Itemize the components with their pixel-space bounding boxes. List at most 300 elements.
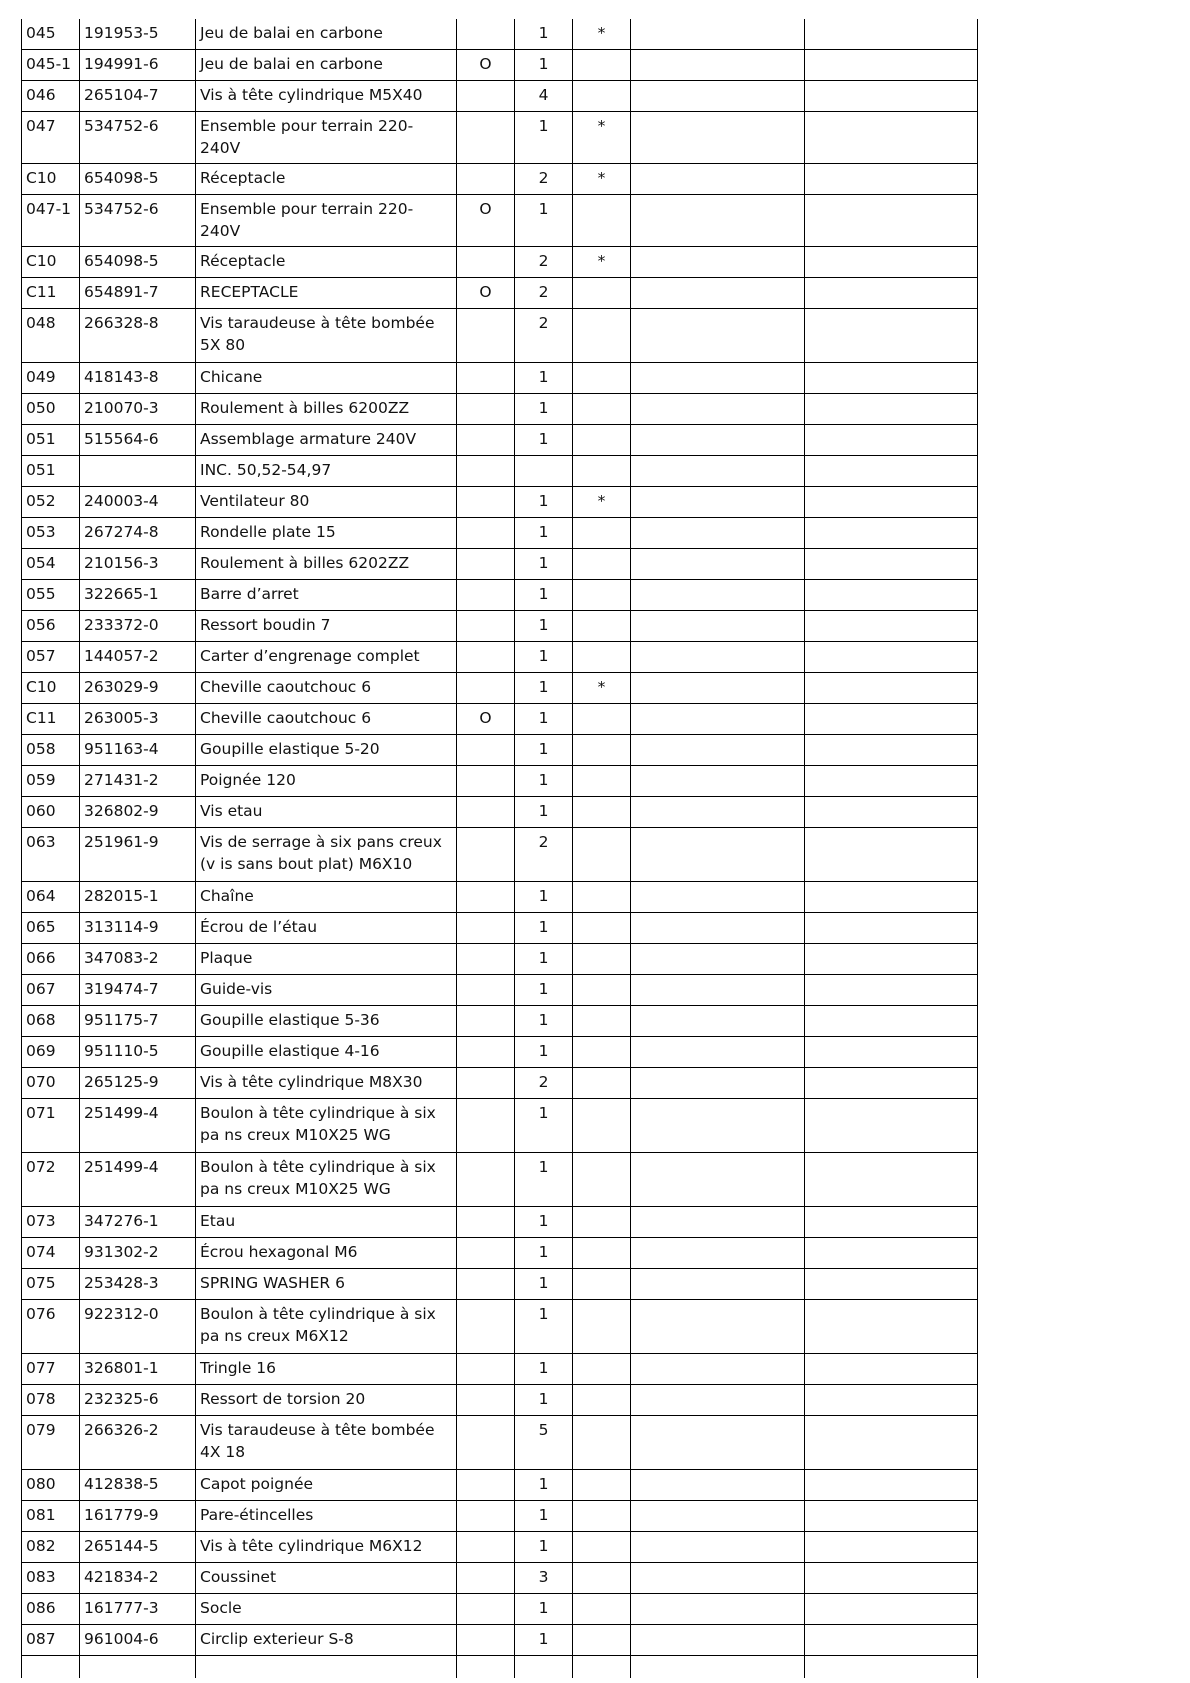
option-cell bbox=[457, 673, 515, 704]
quantity-cell: 1 bbox=[515, 766, 573, 797]
blank-cell bbox=[631, 487, 805, 518]
option-cell bbox=[457, 1625, 515, 1656]
quantity-cell: 2 bbox=[515, 1068, 573, 1099]
item-number-cell: 045 bbox=[22, 19, 80, 50]
quantity-cell: 1 bbox=[515, 1594, 573, 1625]
option-cell bbox=[457, 642, 515, 673]
description-cell: Ventilateur 80 bbox=[196, 487, 457, 518]
blank-cell bbox=[805, 1006, 978, 1037]
part-number-cell: 326801-1 bbox=[80, 1354, 196, 1385]
item-number-cell: 047-1 bbox=[22, 195, 80, 247]
quantity-cell: 1 bbox=[515, 1532, 573, 1563]
option-cell bbox=[457, 1532, 515, 1563]
part-number-cell: 265144-5 bbox=[80, 1532, 196, 1563]
quantity-cell: 1 bbox=[515, 1501, 573, 1532]
table-row bbox=[22, 309, 978, 363]
blank-cell bbox=[805, 1470, 978, 1501]
description-cell: Cheville caoutchouc 6 bbox=[196, 673, 457, 704]
quantity-cell: 1 bbox=[515, 673, 573, 704]
blank-cell bbox=[631, 425, 805, 456]
option-cell bbox=[457, 944, 515, 975]
option-cell bbox=[457, 1099, 515, 1153]
note-flag-cell bbox=[573, 394, 631, 425]
part-number-cell: 161779-9 bbox=[80, 1501, 196, 1532]
description-cell: Boulon à tête cylindrique à six pa ns creux M6X12 bbox=[196, 1300, 457, 1354]
table-row bbox=[22, 1416, 978, 1470]
part-number-cell: 951110-5 bbox=[80, 1037, 196, 1068]
item-number-cell: 079 bbox=[22, 1416, 80, 1470]
quantity-cell: 1 bbox=[515, 1037, 573, 1068]
item-number-cell: 053 bbox=[22, 518, 80, 549]
option-cell bbox=[457, 1385, 515, 1416]
note-flag-cell bbox=[573, 1354, 631, 1385]
blank-cell bbox=[631, 1099, 805, 1153]
part-number-cell: 326802-9 bbox=[80, 797, 196, 828]
table-row bbox=[22, 1501, 978, 1532]
blank-cell bbox=[805, 1300, 978, 1354]
table-row bbox=[22, 766, 978, 797]
blank-cell bbox=[80, 1656, 196, 1679]
blank-cell bbox=[805, 195, 978, 247]
parts-table bbox=[21, 19, 978, 1678]
item-number-cell: 055 bbox=[22, 580, 80, 611]
description-cell: Écrou hexagonal M6 bbox=[196, 1238, 457, 1269]
table-row bbox=[22, 1068, 978, 1099]
option-cell bbox=[457, 1563, 515, 1594]
blank-cell bbox=[805, 1238, 978, 1269]
blank-cell bbox=[805, 1594, 978, 1625]
table-row bbox=[22, 1594, 978, 1625]
part-number-cell: 271431-2 bbox=[80, 766, 196, 797]
item-number-cell: 066 bbox=[22, 944, 80, 975]
part-number-cell: 931302-2 bbox=[80, 1238, 196, 1269]
table-row bbox=[22, 1563, 978, 1594]
part-number-cell: 265104-7 bbox=[80, 81, 196, 112]
quantity-cell: 1 bbox=[515, 1470, 573, 1501]
item-number-cell: C10 bbox=[22, 673, 80, 704]
blank-cell bbox=[805, 1385, 978, 1416]
item-number-cell: C11 bbox=[22, 278, 80, 309]
part-number-cell: 654891-7 bbox=[80, 278, 196, 309]
blank-cell bbox=[805, 913, 978, 944]
blank-cell bbox=[805, 50, 978, 81]
note-flag-cell bbox=[573, 828, 631, 882]
option-cell bbox=[457, 394, 515, 425]
quantity-cell: 1 bbox=[515, 487, 573, 518]
note-flag-cell bbox=[573, 1269, 631, 1300]
item-number-cell: C10 bbox=[22, 247, 80, 278]
item-number-cell: 060 bbox=[22, 797, 80, 828]
part-number-cell: 263005-3 bbox=[80, 704, 196, 735]
note-flag-cell: * bbox=[573, 19, 631, 50]
quantity-cell bbox=[515, 456, 573, 487]
note-flag-cell: * bbox=[573, 247, 631, 278]
quantity-cell: 1 bbox=[515, 1269, 573, 1300]
quantity-cell: 1 bbox=[515, 112, 573, 164]
description-cell: Vis à tête cylindrique M5X40 bbox=[196, 81, 457, 112]
note-flag-cell bbox=[573, 797, 631, 828]
part-number-cell: 233372-0 bbox=[80, 611, 196, 642]
blank-cell bbox=[631, 164, 805, 195]
table-row bbox=[22, 704, 978, 735]
description-cell: Goupille elastique 5-36 bbox=[196, 1006, 457, 1037]
quantity-cell: 2 bbox=[515, 247, 573, 278]
blank-cell bbox=[22, 1656, 80, 1679]
note-flag-cell bbox=[573, 882, 631, 913]
blank-cell bbox=[805, 549, 978, 580]
blank-cell bbox=[805, 1269, 978, 1300]
item-number-cell: 086 bbox=[22, 1594, 80, 1625]
option-cell bbox=[457, 487, 515, 518]
quantity-cell: 1 bbox=[515, 19, 573, 50]
blank-cell bbox=[631, 735, 805, 766]
description-cell: Réceptacle bbox=[196, 164, 457, 195]
description-cell: Réceptacle bbox=[196, 247, 457, 278]
description-cell: Vis à tête cylindrique M8X30 bbox=[196, 1068, 457, 1099]
item-number-cell: 056 bbox=[22, 611, 80, 642]
table-row bbox=[22, 797, 978, 828]
quantity-cell: 1 bbox=[515, 913, 573, 944]
blank-cell bbox=[631, 1656, 805, 1679]
part-number-cell: 253428-3 bbox=[80, 1269, 196, 1300]
blank-cell bbox=[631, 1385, 805, 1416]
note-flag-cell bbox=[573, 456, 631, 487]
item-number-cell: 072 bbox=[22, 1153, 80, 1207]
item-number-cell: 069 bbox=[22, 1037, 80, 1068]
table-row bbox=[22, 1006, 978, 1037]
table-row bbox=[22, 19, 978, 50]
table-row bbox=[22, 247, 978, 278]
blank-cell bbox=[805, 1099, 978, 1153]
item-number-cell: 077 bbox=[22, 1354, 80, 1385]
blank-cell bbox=[631, 247, 805, 278]
part-number-cell bbox=[80, 456, 196, 487]
note-flag-cell bbox=[573, 363, 631, 394]
blank-cell bbox=[805, 1207, 978, 1238]
quantity-cell: 1 bbox=[515, 1207, 573, 1238]
note-flag-cell bbox=[573, 1470, 631, 1501]
blank-cell bbox=[805, 580, 978, 611]
note-flag-cell bbox=[573, 1099, 631, 1153]
quantity-cell: 1 bbox=[515, 1153, 573, 1207]
item-number-cell: 067 bbox=[22, 975, 80, 1006]
table-row bbox=[22, 673, 978, 704]
blank-cell bbox=[631, 673, 805, 704]
blank-cell bbox=[631, 704, 805, 735]
blank-cell bbox=[805, 1625, 978, 1656]
quantity-cell: 1 bbox=[515, 1300, 573, 1354]
option-cell bbox=[457, 549, 515, 580]
note-flag-cell bbox=[573, 549, 631, 580]
blank-cell bbox=[805, 944, 978, 975]
part-number-cell: 266328-8 bbox=[80, 309, 196, 363]
item-number-cell: 080 bbox=[22, 1470, 80, 1501]
quantity-cell: 1 bbox=[515, 195, 573, 247]
option-cell: O bbox=[457, 195, 515, 247]
blank-cell bbox=[805, 247, 978, 278]
item-number-cell: 068 bbox=[22, 1006, 80, 1037]
part-number-cell: 251499-4 bbox=[80, 1153, 196, 1207]
table-row bbox=[22, 1207, 978, 1238]
item-number-cell: 054 bbox=[22, 549, 80, 580]
blank-cell bbox=[805, 81, 978, 112]
item-number-cell: 074 bbox=[22, 1238, 80, 1269]
option-cell bbox=[457, 611, 515, 642]
note-flag-cell bbox=[573, 766, 631, 797]
description-cell: Roulement à billes 6200ZZ bbox=[196, 394, 457, 425]
option-cell bbox=[457, 81, 515, 112]
item-number-cell: 047 bbox=[22, 112, 80, 164]
blank-cell bbox=[631, 1300, 805, 1354]
note-flag-cell bbox=[573, 1594, 631, 1625]
part-number-cell: 251499-4 bbox=[80, 1099, 196, 1153]
note-flag-cell: * bbox=[573, 487, 631, 518]
quantity-cell: 2 bbox=[515, 309, 573, 363]
option-cell bbox=[457, 1068, 515, 1099]
blank-cell bbox=[631, 112, 805, 164]
item-number-cell: 078 bbox=[22, 1385, 80, 1416]
option-cell bbox=[457, 1470, 515, 1501]
description-cell: Roulement à billes 6202ZZ bbox=[196, 549, 457, 580]
note-flag-cell bbox=[573, 704, 631, 735]
table-row bbox=[22, 1269, 978, 1300]
item-number-cell: C11 bbox=[22, 704, 80, 735]
option-cell: O bbox=[457, 50, 515, 81]
blank-cell bbox=[805, 518, 978, 549]
description-cell: Vis taraudeuse à tête bombée 5X 80 bbox=[196, 309, 457, 363]
table-row bbox=[22, 456, 978, 487]
quantity-cell: 2 bbox=[515, 164, 573, 195]
option-cell bbox=[457, 112, 515, 164]
item-number-cell: C10 bbox=[22, 164, 80, 195]
part-number-cell: 210070-3 bbox=[80, 394, 196, 425]
part-number-cell: 319474-7 bbox=[80, 975, 196, 1006]
quantity-cell: 1 bbox=[515, 518, 573, 549]
table-row bbox=[22, 1385, 978, 1416]
description-cell: Chaîne bbox=[196, 882, 457, 913]
note-flag-cell bbox=[573, 913, 631, 944]
quantity-cell: 1 bbox=[515, 975, 573, 1006]
note-flag-cell bbox=[573, 1416, 631, 1470]
part-number-cell: 534752-6 bbox=[80, 112, 196, 164]
blank-cell bbox=[805, 704, 978, 735]
note-flag-cell bbox=[573, 309, 631, 363]
item-number-cell: 064 bbox=[22, 882, 80, 913]
item-number-cell: 058 bbox=[22, 735, 80, 766]
quantity-cell: 1 bbox=[515, 1238, 573, 1269]
item-number-cell: 048 bbox=[22, 309, 80, 363]
part-number-cell: 347276-1 bbox=[80, 1207, 196, 1238]
option-cell bbox=[457, 1269, 515, 1300]
item-number-cell: 046 bbox=[22, 81, 80, 112]
blank-cell bbox=[805, 611, 978, 642]
part-number-cell: 266326-2 bbox=[80, 1416, 196, 1470]
option-cell bbox=[457, 309, 515, 363]
note-flag-cell bbox=[573, 278, 631, 309]
blank-cell bbox=[805, 1563, 978, 1594]
blank-cell bbox=[805, 766, 978, 797]
option-cell bbox=[457, 1153, 515, 1207]
blank-cell bbox=[805, 828, 978, 882]
note-flag-cell bbox=[573, 1501, 631, 1532]
blank-cell bbox=[631, 1354, 805, 1385]
part-number-cell: 654098-5 bbox=[80, 247, 196, 278]
option-cell bbox=[457, 19, 515, 50]
blank-cell bbox=[805, 309, 978, 363]
description-cell: Vis à tête cylindrique M6X12 bbox=[196, 1532, 457, 1563]
table-row bbox=[22, 394, 978, 425]
description-cell: Tringle 16 bbox=[196, 1354, 457, 1385]
description-cell: INC. 50,52-54,97 bbox=[196, 456, 457, 487]
part-number-cell: 251961-9 bbox=[80, 828, 196, 882]
part-number-cell: 263029-9 bbox=[80, 673, 196, 704]
note-flag-cell bbox=[573, 1238, 631, 1269]
item-number-cell: 081 bbox=[22, 1501, 80, 1532]
item-number-cell: 052 bbox=[22, 487, 80, 518]
blank-cell bbox=[805, 642, 978, 673]
item-number-cell: 051 bbox=[22, 456, 80, 487]
table-row bbox=[22, 882, 978, 913]
item-number-cell: 070 bbox=[22, 1068, 80, 1099]
part-number-cell: 534752-6 bbox=[80, 195, 196, 247]
blank-cell bbox=[631, 1207, 805, 1238]
part-number-cell: 144057-2 bbox=[80, 642, 196, 673]
part-number-cell: 267274-8 bbox=[80, 518, 196, 549]
table-row bbox=[22, 1238, 978, 1269]
note-flag-cell bbox=[573, 81, 631, 112]
blank-cell bbox=[805, 1656, 978, 1679]
description-cell: Barre d’arret bbox=[196, 580, 457, 611]
description-cell: Cheville caoutchouc 6 bbox=[196, 704, 457, 735]
blank-cell bbox=[631, 797, 805, 828]
quantity-cell: 2 bbox=[515, 828, 573, 882]
description-cell: Jeu de balai en carbone bbox=[196, 19, 457, 50]
blank-cell bbox=[631, 456, 805, 487]
quantity-cell: 4 bbox=[515, 81, 573, 112]
option-cell bbox=[457, 797, 515, 828]
part-number-cell: 240003-4 bbox=[80, 487, 196, 518]
blank-cell bbox=[631, 882, 805, 913]
quantity-cell: 1 bbox=[515, 50, 573, 81]
quantity-cell: 1 bbox=[515, 882, 573, 913]
note-flag-cell: * bbox=[573, 673, 631, 704]
quantity-cell: 5 bbox=[515, 1416, 573, 1470]
note-flag-cell bbox=[573, 195, 631, 247]
note-flag-cell: * bbox=[573, 164, 631, 195]
blank-cell bbox=[805, 363, 978, 394]
table-row bbox=[22, 50, 978, 81]
blank-cell bbox=[631, 1470, 805, 1501]
quantity-cell: 1 bbox=[515, 735, 573, 766]
table-row bbox=[22, 164, 978, 195]
blank-cell bbox=[631, 1037, 805, 1068]
description-cell: RECEPTACLE bbox=[196, 278, 457, 309]
quantity-cell: 1 bbox=[515, 1385, 573, 1416]
item-number-cell: 083 bbox=[22, 1563, 80, 1594]
item-number-cell: 049 bbox=[22, 363, 80, 394]
quantity-cell: 1 bbox=[515, 580, 573, 611]
option-cell bbox=[457, 913, 515, 944]
option-cell bbox=[457, 735, 515, 766]
item-number-cell: 065 bbox=[22, 913, 80, 944]
blank-cell bbox=[805, 1153, 978, 1207]
option-cell bbox=[457, 164, 515, 195]
item-number-cell: 059 bbox=[22, 766, 80, 797]
part-number-cell: 282015-1 bbox=[80, 882, 196, 913]
description-cell: Etau bbox=[196, 1207, 457, 1238]
item-number-cell: 075 bbox=[22, 1269, 80, 1300]
note-flag-cell bbox=[573, 1563, 631, 1594]
blank-cell bbox=[631, 913, 805, 944]
blank-cell bbox=[631, 611, 805, 642]
blank-cell bbox=[631, 1594, 805, 1625]
description-cell: Vis de serrage à six pans creux (v is sans bout plat) M6X10 bbox=[196, 828, 457, 882]
quantity-cell: 1 bbox=[515, 642, 573, 673]
note-flag-cell bbox=[573, 1625, 631, 1656]
blank-cell bbox=[631, 828, 805, 882]
note-flag-cell bbox=[573, 1532, 631, 1563]
blank-cell bbox=[196, 1656, 457, 1679]
note-flag-cell bbox=[573, 1037, 631, 1068]
note-flag-cell bbox=[573, 1006, 631, 1037]
blank-cell bbox=[573, 1656, 631, 1679]
table-row bbox=[22, 278, 978, 309]
option-cell bbox=[457, 1207, 515, 1238]
description-cell: Ressort boudin 7 bbox=[196, 611, 457, 642]
table-row bbox=[22, 975, 978, 1006]
quantity-cell: 1 bbox=[515, 1099, 573, 1153]
description-cell: Boulon à tête cylindrique à six pa ns creux M10X25 WG bbox=[196, 1099, 457, 1153]
blank-cell bbox=[805, 1354, 978, 1385]
blank-cell bbox=[457, 1656, 515, 1679]
option-cell bbox=[457, 1416, 515, 1470]
description-cell: Guide-vis bbox=[196, 975, 457, 1006]
quantity-cell: 1 bbox=[515, 944, 573, 975]
table-row bbox=[22, 642, 978, 673]
option-cell bbox=[457, 1037, 515, 1068]
item-number-cell: 057 bbox=[22, 642, 80, 673]
option-cell: O bbox=[457, 278, 515, 309]
blank-cell bbox=[805, 735, 978, 766]
description-cell: Boulon à tête cylindrique à six pa ns creux M10X25 WG bbox=[196, 1153, 457, 1207]
table-row bbox=[22, 1300, 978, 1354]
description-cell: Circlip exterieur S-8 bbox=[196, 1625, 457, 1656]
part-number-cell: 418143-8 bbox=[80, 363, 196, 394]
blank-cell bbox=[631, 50, 805, 81]
parts-table-body bbox=[22, 19, 978, 1678]
quantity-cell: 1 bbox=[515, 704, 573, 735]
description-cell: Goupille elastique 4-16 bbox=[196, 1037, 457, 1068]
option-cell bbox=[457, 1354, 515, 1385]
note-flag-cell bbox=[573, 944, 631, 975]
part-number-cell: 210156-3 bbox=[80, 549, 196, 580]
description-cell: Assemblage armature 240V bbox=[196, 425, 457, 456]
option-cell bbox=[457, 456, 515, 487]
option-cell bbox=[457, 363, 515, 394]
note-flag-cell bbox=[573, 425, 631, 456]
description-cell: Coussinet bbox=[196, 1563, 457, 1594]
note-flag-cell bbox=[573, 50, 631, 81]
description-cell: Carter d’engrenage complet bbox=[196, 642, 457, 673]
blank-cell bbox=[631, 309, 805, 363]
blank-cell bbox=[631, 195, 805, 247]
option-cell bbox=[457, 247, 515, 278]
note-flag-cell bbox=[573, 518, 631, 549]
item-number-cell: 071 bbox=[22, 1099, 80, 1153]
description-cell: Chicane bbox=[196, 363, 457, 394]
blank-cell bbox=[631, 1269, 805, 1300]
table-row bbox=[22, 1099, 978, 1153]
